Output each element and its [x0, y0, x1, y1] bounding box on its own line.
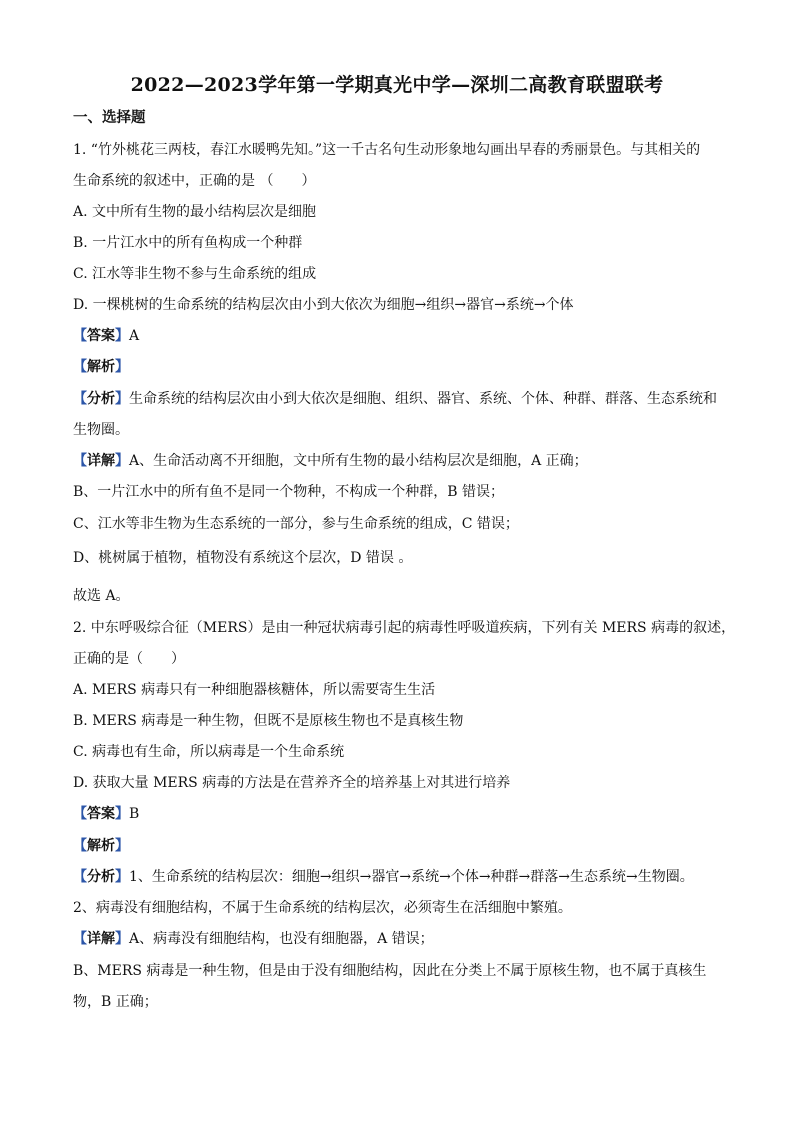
answer-tag: 答案 — [87, 328, 115, 344]
analysis-tag: 解析 — [87, 838, 115, 854]
question-1-xiangjie-line-2: B、一片江水中的所有鱼不是同一个物种，不构成一个种群，B 错误； — [73, 484, 505, 500]
question-1-option-b: B. 一片江水中的所有鱼构成一个种群 — [73, 235, 303, 251]
question-2-fenxi-line-1: 【分析】1、生命系统的结构层次：细胞→组织→器官→系统→个体→种群→群落→生态系统→生物圈。 — [73, 869, 694, 885]
question-1-option-d: D. 一棵桃树的生命系统的结构层次由小到大依次为细胞→组织→器官→系统→个体 — [73, 297, 574, 313]
question-1-option-c: C. 江水等非生物不参与生命系统的组成 — [73, 266, 317, 282]
fenxi-tag: 分析 — [87, 391, 115, 407]
question-2-xiangjie-line-1: 【详解】A、病毒没有细胞结构，也没有细胞器，A 错误； — [73, 931, 434, 947]
question-2-fenxi-line-2: 2、病毒没有细胞结构，不属于生命系统的结构层次，必须寄生在活细胞中繁殖。 — [73, 900, 572, 916]
answer-value: A — [129, 328, 140, 344]
xiangjie-text: A、生命活动离不开细胞，文中所有生物的最小结构层次是细胞，A 正确； — [129, 453, 588, 469]
question-2-option-c: C. 病毒也有生命，所以病毒是一个生命系统 — [73, 744, 345, 760]
question-2-option-d: D. 获取大量 MERS 病毒的方法是在营养齐全的培养基上对其进行培养 — [73, 775, 511, 791]
question-1-stem-line-2: 生命系统的叙述中，正确的是 （ ） — [73, 173, 316, 189]
question-1-option-a: A. 文中所有生物的最小结构层次是细胞 — [73, 204, 317, 220]
question-2-stem-line-1: 2. 中东呼吸综合征（MERS）是由一种冠状病毒引起的病毒性呼吸道疾病，下列有关 MERS 病毒的叙述， — [73, 620, 736, 636]
question-1-conclusion: 故选 A。 — [73, 588, 130, 604]
question-2-stem-line-2: 正确的是（ ） — [73, 651, 185, 667]
answer-tag-open: 【 — [73, 328, 87, 344]
question-1-fenxi-line-2: 生物圈。 — [73, 422, 129, 438]
fenxi-text: 1、生命系统的结构层次：细胞→组织→器官→系统→个体→种群→群落→生态系统→生物圈。 — [129, 869, 694, 885]
question-1-fenxi-line-1: 【分析】生命系统的结构层次由小到大依次是细胞、组织、器官、系统、个体、种群、群落、生态系统和 — [73, 391, 717, 407]
fenxi-text: 生命系统的结构层次由小到大依次是细胞、组织、器官、系统、个体、种群、群落、生态系统和 — [129, 391, 717, 407]
xiangjie-tag: 详解 — [87, 453, 115, 469]
question-1-xiangjie-line-4: D、桃树属于植物，植物没有系统这个层次，D 错误 。 — [73, 550, 413, 566]
answer-tag-close: 】 — [115, 328, 129, 344]
question-1-stem-line-1: 1. “竹外桃花三两枝，春江水暖鸭先知。”这一千古名句生动形象地勾画出早春的秀丽景色。与其相关的 — [73, 142, 701, 158]
question-2-xiangjie-line-2: B、MERS 病毒是一种生物，但是由于没有细胞结构，因此在分类上不属于原核生物，也不属于真核生 — [73, 963, 707, 979]
xiangjie-text: A、病毒没有细胞结构，也没有细胞器，A 错误； — [129, 931, 434, 947]
question-1-answer — [73, 326, 139, 346]
answer-tag: 答案 — [87, 806, 115, 822]
question-1-analysis-heading: 【解析】 — [73, 359, 129, 375]
analysis-tag: 解析 — [87, 359, 115, 375]
question-2-option-b: B. MERS 病毒是一种生物，但既不是原核生物也不是真核生物 — [73, 713, 464, 729]
question-1-xiangjie-line-1: 【详解】A、生命活动离不开细胞，文中所有生物的最小结构层次是细胞，A 正确； — [73, 453, 588, 469]
question-1-xiangjie-line-3: C、江水等非生物为生态系统的一部分，参与生命系统的组成，C 错误； — [73, 516, 519, 532]
fenxi-tag: 分析 — [87, 869, 115, 885]
question-2-answer: 【答案】B — [73, 806, 140, 822]
xiangjie-tag: 详解 — [87, 931, 115, 947]
question-2-xiangjie-line-3: 物，B 正确； — [73, 994, 158, 1010]
page-title: 2022—2023学年第一学期真光中学—深圳二高教育联盟联考 — [130, 74, 664, 96]
question-2-option-a: A. MERS 病毒只有一种细胞器核糖体，所以需要寄生生活 — [73, 682, 436, 698]
answer-value: B — [129, 806, 140, 822]
question-2-analysis-heading: 【解析】 — [73, 838, 129, 854]
section-heading: 一、选择题 — [73, 109, 146, 126]
